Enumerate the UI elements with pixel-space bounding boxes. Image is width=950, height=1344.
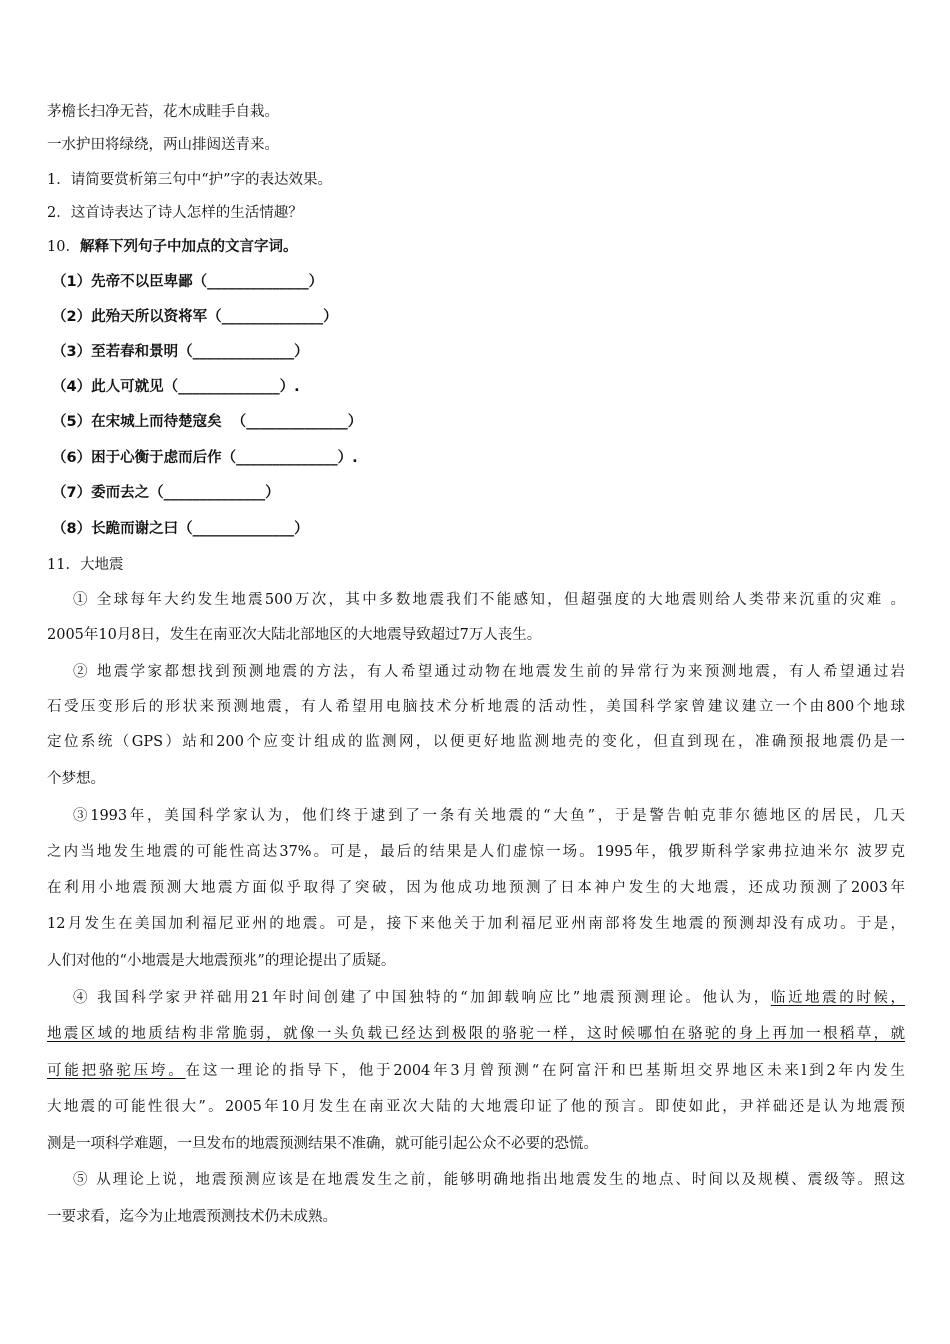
item-text: （7）委而去之（ bbox=[52, 485, 164, 501]
item-text: （6）困于心衡于虑而后作（ bbox=[52, 450, 237, 466]
question-10-item bbox=[52, 342, 309, 362]
question-10-item bbox=[52, 483, 280, 503]
item-end: ）. bbox=[279, 379, 300, 395]
paragraph-5-line: 一要求看，迄今为止地震预测技术仍未成熟。 bbox=[47, 1209, 337, 1225]
answer-blank[interactable]: ______________ bbox=[246, 414, 348, 430]
paragraph-3-line: 人们对他的“小地震是大地震预兆”的理论提出了质疑。 bbox=[47, 953, 396, 969]
paragraph-5-line: ⑤ 从理论上说，地震预测应该是在地震发生之前，能够明确地指出地震发生的地点、时间以及规模、震级等。照这 bbox=[73, 1172, 905, 1188]
paragraph-1-line: ① 全球每年大约发生地震500万次，其中多数地震我们不能感知，但超强度的大地震则给人类带来沉重的灾难 。 bbox=[73, 592, 905, 608]
item-text: （1）先帝不以臣卑鄙（ bbox=[52, 274, 208, 290]
paragraph-4-line bbox=[47, 1061, 905, 1081]
item-end: ） bbox=[265, 485, 280, 501]
answer-blank[interactable]: ______________ bbox=[236, 450, 338, 466]
answer-blank[interactable]: ______________ bbox=[192, 344, 295, 360]
paragraph-4-line bbox=[73, 988, 905, 1008]
paragraph-2-line: ② 地震学家都想找到预测地震的方法，有人希望通过动物在地震发生前的异常行为来预测地震，有人希望通过岩 bbox=[73, 664, 905, 680]
question-11-heading: 11．大地震 bbox=[47, 557, 124, 573]
item-end: ） bbox=[294, 344, 309, 360]
text: 在这一理论的指导下，他于2004年3月曾预测“在阿富汗和巴基斯坦交界地区未来l到2年内发生 bbox=[185, 1063, 905, 1079]
paragraph-2-line: 石受压变形后的形状来预测地震，有人希望用电脑技术分析地震的活动性，美国科学家曾建议建立一个由800个地球 bbox=[47, 699, 905, 715]
underlined-text: 临近地震的时候， bbox=[770, 990, 906, 1006]
question-10-item bbox=[52, 377, 300, 397]
question-text: 解释下列句子中加点的文言字词。 bbox=[79, 239, 298, 255]
item-end: ） bbox=[323, 309, 338, 325]
question-10-title bbox=[47, 237, 297, 257]
paragraph-3-line: 在利用小地震预测大地震方面似乎取得了突破，因为他成功地预测了日本神户发生的大地震，还成功预测了2003年 bbox=[47, 880, 905, 896]
underlined-text: 可能把骆驼压垮。 bbox=[47, 1063, 186, 1079]
question-10-item bbox=[52, 519, 309, 539]
paragraph-3-line: 之内当地发生地震的可能性高达37%。可是，最后的结果是人们虚惊一场。1995年，俄罗斯科学家弗拉迪米尔 波罗克 bbox=[47, 844, 905, 860]
item-text: （3）至若春和景明（ bbox=[52, 344, 193, 360]
paragraph-1-line: 2005年10月8日，发生在南亚次大陆北部地区的大地震导致超过7万人丧生。 bbox=[47, 627, 542, 643]
answer-blank[interactable]: ______________ bbox=[192, 521, 295, 537]
item-end: ） bbox=[347, 414, 363, 430]
answer-blank[interactable]: ______________ bbox=[221, 309, 324, 325]
poem-line: 一水护田将绿绕，两山排闼送青来。 bbox=[47, 137, 279, 153]
poem-line: 茅檐长扫净无苔，花木成畦手自栽。 bbox=[47, 104, 279, 120]
paragraph-2-line: 个梦想。 bbox=[47, 771, 105, 787]
item-end: ） bbox=[308, 274, 324, 290]
paragraph-4-line: 测是一项科学难题，一旦发布的地震预测结果不准确，就可能引起公众不必要的恐慌。 bbox=[47, 1136, 598, 1152]
answer-blank[interactable]: ______________ bbox=[207, 274, 309, 290]
paragraph-3-line: 12月发生在美国加利福尼亚州的地震。可是，接下来他关于加利福尼亚州南部将发生地震的预测却没有成功。于是， bbox=[47, 916, 905, 932]
question-10-item bbox=[52, 272, 323, 292]
answer-blank[interactable]: ______________ bbox=[178, 379, 280, 395]
item-end: ） bbox=[294, 521, 309, 537]
paragraph-4-line: 大地震的可能性很大”。2005年10月发生在南亚次大陆的大地震印证了他的预言。即使如此，尹祥础还是认为地震预 bbox=[47, 1099, 905, 1115]
item-text: （8）长跪而谢之曰（ bbox=[52, 521, 193, 537]
paragraph-4-line: 地震区域的地质结构非常脆弱，就像一头负载已经达到极限的骆驼一样，这时候哪怕在骆驼的身上再加一根稻草，就 bbox=[47, 1026, 905, 1042]
paragraph-2-line: 定位系统（GPS）站和200个应变计组成的监测网，以便更好地监测地壳的变化，但直到现在，准确预报地震仍是一 bbox=[47, 734, 905, 750]
question-10-item bbox=[52, 448, 358, 468]
question-9-1: 1．请简要赏析第三句中“护”字的表达效果。 bbox=[47, 172, 333, 188]
question-10-item bbox=[52, 307, 338, 327]
question-9-2: 2．这首诗表达了诗人怎样的生活情趣？ bbox=[47, 205, 303, 221]
question-10-item bbox=[52, 412, 362, 432]
item-text: （2）此殆天所以资将军（ bbox=[52, 309, 222, 325]
question-number: 10． bbox=[47, 239, 80, 255]
paragraph-3-line: ③1993年，美国科学家认为，他们终于逮到了一条有关地震的“大鱼”，于是警告帕克菲尔德地区的居民，几天 bbox=[73, 808, 905, 824]
text: ④ 我国科学家尹祥础用21年时间创建了中国独特的“加卸载响应比”地震预测理论。他认为， bbox=[73, 990, 771, 1006]
item-text: （4）此人可就见（ bbox=[52, 379, 179, 395]
item-end: ）. bbox=[337, 450, 358, 466]
answer-blank[interactable]: ______________ bbox=[163, 485, 266, 501]
item-text: （5）在宋城上而待楚寇矣 （ bbox=[52, 414, 247, 430]
